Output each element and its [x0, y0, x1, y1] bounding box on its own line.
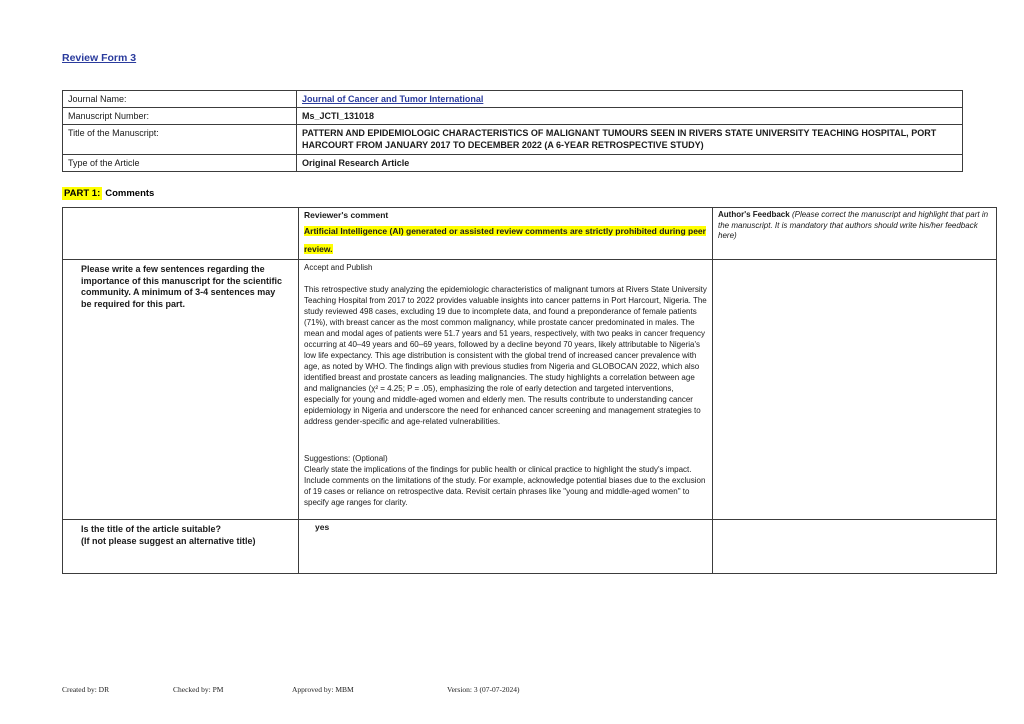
- table-row: [63, 155, 963, 172]
- footer-approved-by: Approved by: MBM: [292, 685, 354, 694]
- part1-heading: [62, 188, 154, 199]
- reviewer-comment-label: Reviewer's comment: [304, 210, 389, 220]
- author-feedback-note: (Please correct the manuscript and highlight that part in the manuscript. It is mandatory that authors should write his/her feedback here): [718, 210, 989, 240]
- footer-checked-by: Checked by: PM: [173, 685, 224, 694]
- comments-header-row: [63, 208, 997, 260]
- title-suitable-answer-cell: [299, 520, 713, 574]
- suggestions-body: Clearly state the implications of the findings for public health or clinical practice to highlight the study's impact. Include comments on the limitations of the study. For example, acknowledge potential biases due to the exclusion of 19 cases or reliance on retrospective data. Revisit certain phrases like "young and middle-aged women" to specify age ranges for clarity.: [304, 465, 706, 507]
- title-suitable-subnote: (If not please suggest an alternative title): [81, 535, 256, 546]
- footer-created-by: Created by: DR: [62, 685, 110, 694]
- journal-link[interactable]: Journal of Cancer and Tumor International: [302, 94, 484, 104]
- journal-name-cell: [297, 91, 963, 108]
- importance-feedback-cell: [713, 260, 997, 520]
- table-row: [63, 91, 963, 108]
- manuscript-title-label: Title of the Manuscript:: [63, 125, 297, 155]
- manuscript-number-label: Manuscript Number:: [63, 108, 297, 125]
- author-feedback-header-cell: [713, 208, 997, 260]
- comments-table: [62, 207, 997, 574]
- title-suitable-question: Is the title of the article suitable?: [81, 524, 222, 534]
- footer-version: Version: 3 (07-07-2024): [447, 685, 520, 694]
- importance-comment-cell: [299, 260, 713, 520]
- page-title: Review Form 3: [62, 52, 137, 64]
- author-feedback-label: Author's Feedback: [718, 210, 790, 219]
- importance-row: [63, 260, 997, 520]
- manuscript-title-value: PATTERN AND EPIDEMIOLOGIC CHARACTERISTICS OF MALIGNANT TUMOURS SEEN IN RIVERS STATE UNIVERSITY TEACHING HOSPITAL, PORT HARCOURT FROM JANUARY 2017 TO DECEMBER 2022 (A 6-YEAR RETROSPECTIVE STUDY): [297, 125, 963, 155]
- header-empty-cell: [63, 208, 299, 260]
- title-suitable-prompt-cell: [63, 520, 299, 574]
- importance-prompt-cell: [63, 260, 299, 520]
- ai-warning-text: Artificial Intelligence (AI) generated or assisted review comments are strictly prohibited during peer review.: [304, 226, 706, 254]
- part1-heading-rest: Comments: [105, 188, 155, 199]
- reviewer-comment-header-cell: [299, 208, 713, 260]
- part1-highlight: PART 1:: [64, 188, 101, 199]
- journal-name-label: Journal Name:: [63, 91, 297, 108]
- title-suitable-prompt: [68, 522, 293, 549]
- reviewer-decision: Accept and Publish: [304, 263, 373, 272]
- title-suitable-feedback-cell: [713, 520, 997, 574]
- manuscript-meta-table: [62, 90, 963, 172]
- table-row: [63, 125, 963, 155]
- title-suitable-row: [63, 520, 997, 574]
- importance-prompt: Please write a few sentences regarding the importance of this manuscript for the scientific community. A minimum of 3-4 sentences may be required for this part.: [81, 264, 283, 309]
- article-type-value: Original Research Article: [297, 155, 963, 172]
- table-row: [63, 108, 963, 125]
- reviewer-comment-body: This retrospective study analyzing the epidemiologic characteristics of malignant tumors at Rivers State University Teaching Hospital from 2017 to 2022 provides valuable insights into cancer patterns in Port Harcourt, Nigeria. The study reviewed 498 cases, excluding 19 due to incomplete data, and found a preponderance of female patients (71%), with breast cancer as the most common malignancy, while prostate cancer predominated in males. The mean and modal ages of patients were 51.7 years and 51 years, respectively, with two peaks in cancer frequency occurring at 40–49 years and 60–69 years, followed by a decline beyond 70 years, likely attributable to Nigeria's low life expectancy. This age distribution is consistent with the global trend of increased cancer prevalence with age, as noted by WHO. The findings align with previous studies from Nigeria and GLOBOCAN 2022, which also identified breast and prostate cancers as leading malignancies. The study highlights a correlation between age and malignancies (χ² = 4.25; P = .05), emphasizing the role of early detection and targeted interventions, especially for young and middle-aged women and elderly men. The results contribute to understanding cancer epidemiology in Nigeria and underscore the need for enhanced cancer screening and management strategies to address gender-specific and age-related vulnerabilities.: [304, 285, 707, 426]
- article-type-label: Type of the Article: [63, 155, 297, 172]
- suggestions-label: Suggestions: (Optional): [304, 454, 388, 463]
- title-suitable-answer: yes: [315, 522, 330, 532]
- manuscript-number-value: Ms_JCTI_131018: [297, 108, 963, 125]
